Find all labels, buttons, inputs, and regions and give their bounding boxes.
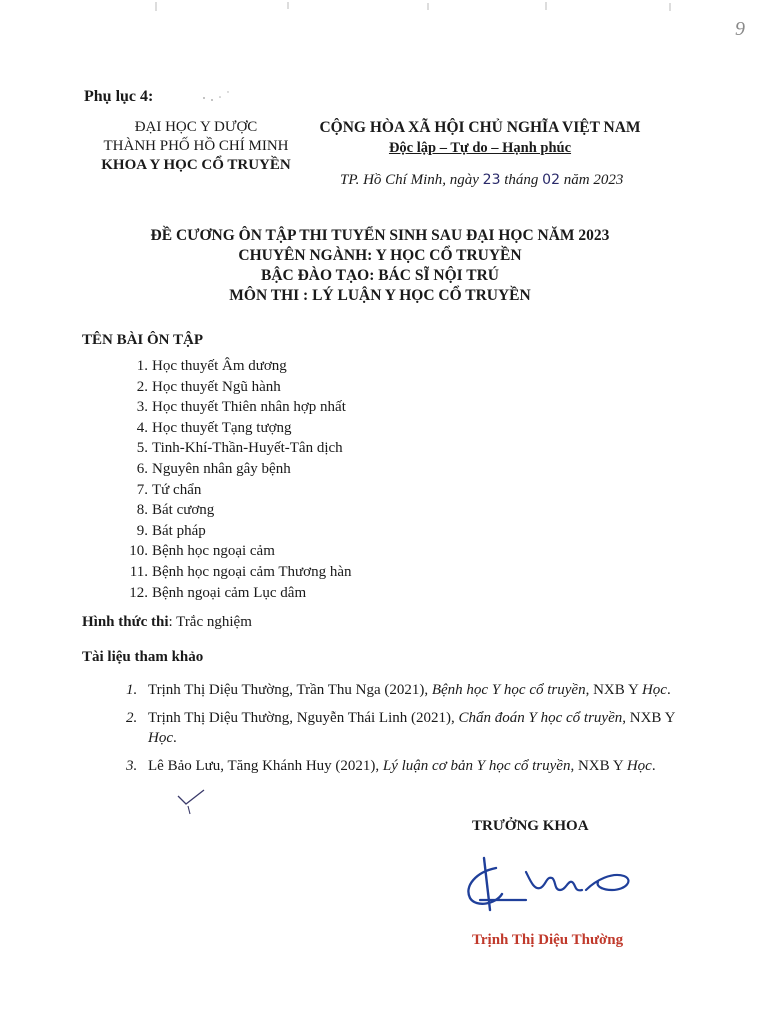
list-item: 11. Bệnh học ngoại cảm Thương hàn bbox=[129, 563, 352, 580]
heading-line-1: ĐỀ CƯƠNG ÔN TẬP THI TUYỂN SINH SAU ĐẠI HỌC NĂM 2023 bbox=[150, 227, 610, 244]
appendix-label: Phụ lục 4: bbox=[84, 88, 154, 105]
list-item: 2. Học thuyết Ngũ hành bbox=[136, 378, 281, 395]
reference-item: 2. Trịnh Thị Diệu Thường, Nguyễn Thái Linh (2021), Chẩn đoán Y học cổ truyền, NXB Y Học. bbox=[126, 710, 675, 746]
check-mark-icon bbox=[174, 786, 210, 816]
list-item: 8. Bát cương bbox=[136, 502, 215, 519]
heading-line-4: MÔN THI : LÝ LUẬN Y HỌC CỔ TRUYỀN bbox=[229, 287, 531, 304]
page-number: 9 bbox=[735, 18, 745, 40]
organization-header bbox=[96, 118, 296, 175]
org-line-1: ĐẠI HỌC Y DƯỢC bbox=[134, 119, 258, 135]
nation-title: CỘNG HÒA XÃ HỘI CHỦ NGHĨA VIỆT NAM bbox=[319, 119, 641, 136]
heading-line-3: BẬC ĐÀO TẠO: BÁC SĨ NỘI TRÚ bbox=[261, 267, 499, 284]
list-item: 9. Bát pháp bbox=[136, 522, 206, 539]
list-item: 1. Học thuyết Âm dương bbox=[136, 358, 287, 374]
reference-item: 1. Trịnh Thị Diệu Thường, Trần Thu Nga (2021), Bệnh học Y học cổ truyền, NXB Y Học. bbox=[126, 682, 671, 698]
list-item: 10. Bệnh học ngoại cảm bbox=[129, 543, 275, 560]
org-line-3: KHOA Y HỌC CỔ TRUYỀN bbox=[101, 157, 291, 173]
date-month: 02 bbox=[542, 172, 560, 188]
exam-format bbox=[82, 614, 252, 631]
date-mid: tháng bbox=[500, 172, 543, 188]
scan-artifacts bbox=[0, 0, 768, 14]
list-item: 5. Tinh-Khí-Thần-Huyết-Tân dịch bbox=[136, 440, 343, 457]
topics-title: TÊN BÀI ÔN TẬP bbox=[82, 332, 203, 348]
reference-item: 3. Lê Bảo Lưu, Tăng Khánh Huy (2021), Lý luận cơ bản Y học cổ truyền, NXB Y Học. bbox=[126, 758, 656, 774]
scan-speck-icon bbox=[194, 88, 234, 104]
exam-format-label: Hình thức thi bbox=[82, 614, 169, 630]
signature-image bbox=[456, 850, 646, 920]
national-header bbox=[300, 118, 660, 158]
document-heading bbox=[100, 226, 660, 306]
date-day: 23 bbox=[482, 172, 501, 188]
list-item: 12. Bệnh ngoại cảm Lục dâm bbox=[129, 584, 307, 601]
references-list bbox=[120, 680, 680, 784]
heading-line-2: CHUYÊN NGÀNH: Y HỌC CỔ TRUYỀN bbox=[238, 247, 522, 264]
org-line-2: THÀNH PHỐ HỒ CHÍ MINH bbox=[103, 138, 289, 154]
topics-list bbox=[122, 356, 352, 603]
list-item: 4. Học thuyết Tạng tượng bbox=[136, 419, 292, 436]
dean-title: TRƯỞNG KHOA bbox=[472, 818, 589, 834]
list-item: 7. Tứ chẩn bbox=[136, 481, 202, 498]
date-suffix: năm 2023 bbox=[559, 172, 624, 188]
list-item: 3. Học thuyết Thiên nhân hợp nhất bbox=[136, 399, 346, 416]
date-prefix: TP. Hồ Chí Minh, ngày bbox=[340, 172, 483, 188]
signer-name: Trịnh Thị Diệu Thường bbox=[472, 932, 624, 948]
exam-format-value: : Trắc nghiệm bbox=[168, 614, 252, 630]
date-line bbox=[340, 172, 623, 189]
references-title: Tài liệu tham khảo bbox=[82, 649, 204, 665]
nation-motto: Độc lập – Tự do – Hạnh phúc bbox=[388, 140, 572, 156]
list-item: 6. Nguyên nhân gây bệnh bbox=[136, 460, 291, 477]
